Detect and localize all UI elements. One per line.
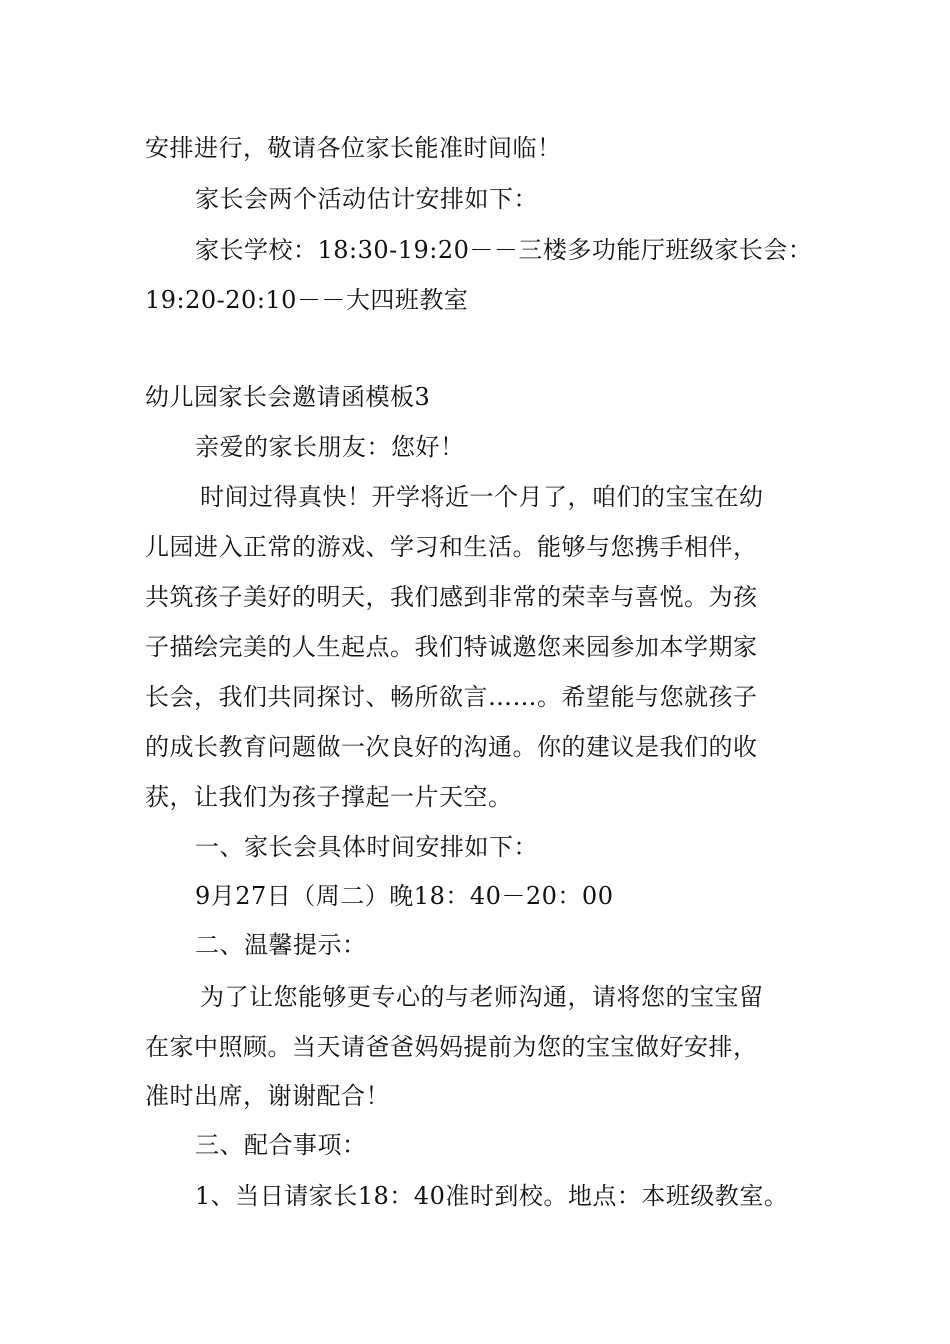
paragraph-line: 家长学校：18:30-19:20－－三楼多功能厅班级家长会： xyxy=(195,236,813,264)
list-heading: 二、温馨提示： xyxy=(195,931,367,959)
schedule-line: 9月27日（周二）晚18：40－20：00 xyxy=(195,882,614,910)
paragraph-line: 儿园进入正常的游戏、学习和生活。能够与您携手相伴， xyxy=(145,533,758,561)
paragraph-line: 共筑孩子美好的明天，我们感到非常的荣幸与喜悦。为孩 xyxy=(145,583,758,611)
paragraph-line: 的成长教育问题做一次良好的沟通。你的建议是我们的收 xyxy=(145,733,758,761)
paragraph-line: 19:20-20:10－－大四班教室 xyxy=(145,286,469,314)
paragraph-line: 长会，我们共同探讨、畅所欲言……。希望能与您就孩子 xyxy=(145,683,758,711)
paragraph-line: 安排进行，敬请各位家长能准时间临！ xyxy=(145,134,562,162)
paragraph-line: 家长会两个活动估计安排如下： xyxy=(195,185,538,213)
paragraph-line: 在家中照顾。当天请爸爸妈妈提前为您的宝宝做好安排， xyxy=(145,1033,758,1061)
paragraph-line: 为了让您能够更专心的与老师沟通，请将您的宝宝留 xyxy=(200,983,764,1011)
paragraph-line: 准时出席，谢谢配合！ xyxy=(145,1082,390,1110)
list-heading: 三、配合事项： xyxy=(195,1131,367,1159)
paragraph-line: 子描绘完美的人生起点。我们特诚邀您来园参加本学期家 xyxy=(145,633,758,661)
section-heading: 幼儿园家长会邀请函模板3 xyxy=(145,383,431,411)
paragraph-line: 1、当日请家长18：40准时到校。地点：本班级教室。 xyxy=(195,1182,789,1210)
list-heading: 一、家长会具体时间安排如下： xyxy=(195,833,538,861)
paragraph-line: 时间过得真快！开学将近一个月了，咱们的宝宝在幼 xyxy=(200,483,764,511)
greeting-line: 亲爱的家长朋友：您好！ xyxy=(195,433,465,461)
paragraph-line: 获，让我们为孩子撑起一片天空。 xyxy=(145,783,513,811)
